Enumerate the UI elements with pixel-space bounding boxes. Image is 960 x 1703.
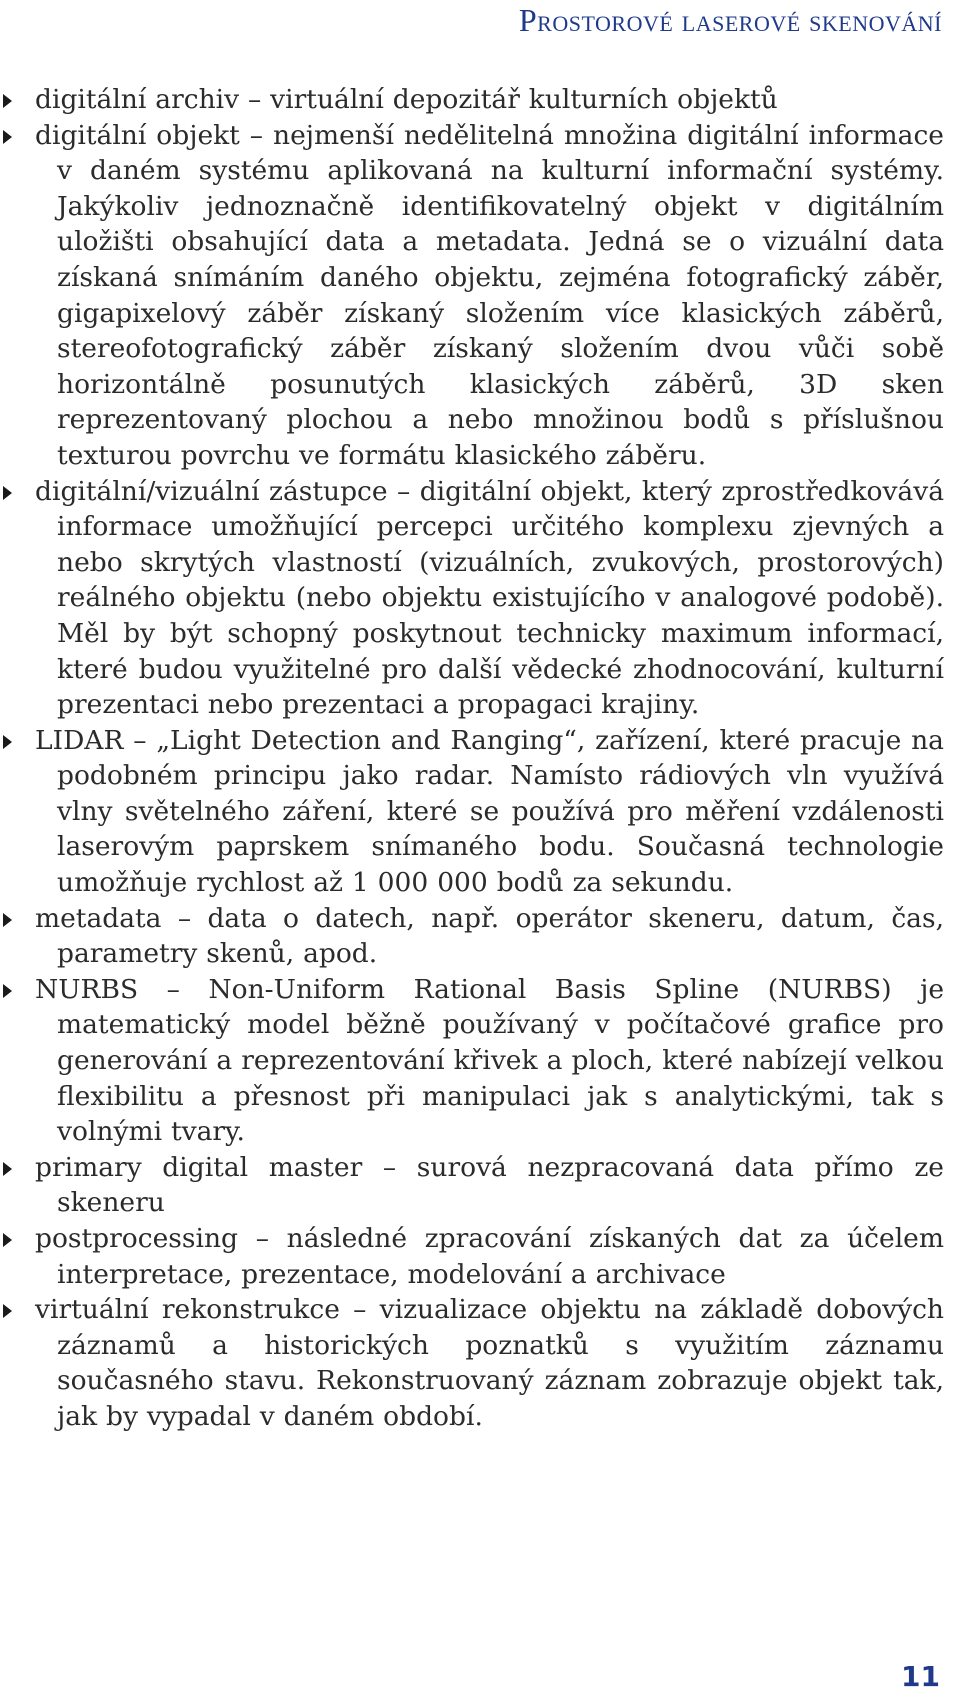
triangle-bullet-icon: [3, 1233, 12, 1247]
glossary-entry-text: postprocessing – následné zpracování získaných dat za účelem interpretace, prezentace, modelování a archivace: [35, 1223, 944, 1290]
triangle-bullet-icon: [3, 130, 12, 144]
glossary-entry-text: digitální objekt – nejmenší nedělitelná množina digitální informace v daném systému aplikovaná na kulturní informační systémy. Jakýkoliv jednoznačně identifikovatelný objekt v digitálním uložišti obsahující data a metadata. Jedná se o vizuální data získaná snímáním daného objektu, zejména fotografický záběr, gigapixelový záběr získaný složením více klasických záběrů, stereofotografický záběr získaný složením dvou vůči sobě horizontálně posunutých klasických záběrů, 3D sken reprezentovaný plochou a nebo množinou bodů s příslušnou texturou povrchu ve formátu klasického záběru.: [35, 119, 944, 471]
glossary-entry-text: NURBS – Non-Uniform Rational Basis Spline (NURBS) je matematický model běžně používaný v počítačové grafice pro generování a reprezentování křivek a ploch, které nabízejí velkou flexibilitu a přesnost při manipulaci jak s analytickými, tak s volnými tvary.: [35, 973, 944, 1148]
glossary-entry: [0, 82, 944, 118]
glossary-entry: [0, 1150, 944, 1221]
glossary-list: [0, 82, 944, 1435]
page-number: 11: [901, 1660, 940, 1693]
glossary-entry: [0, 1292, 944, 1434]
triangle-bullet-icon: [3, 486, 12, 500]
glossary-entry-text: primary digital master – surová nezpracovaná data přímo ze skeneru: [35, 1151, 944, 1219]
glossary-entry-text: virtuální rekonstrukce – vizualizace objektu na základě dobových záznamů a historických poznatků s využitím záznamu současného stavu. Rekonstruovaný záznam zobrazuje objekt tak, jak by vypadal v daném období.: [35, 1294, 944, 1432]
glossary-entry-text: digitální archiv – virtuální depozitář kulturních objektů: [35, 84, 778, 115]
glossary-entry: [0, 1221, 944, 1292]
glossary-entry-text: LIDAR – „Light Detection and Ranging“, zařízení, které pracuje na podobném principu jako radar. Namísto rádiových vln využívá vlny světelného záření, které se používá pro měření vzdálenosti laserovým paprskem snímaného bodu. Současná technologie umožňuje rychlost až 1 000 000 bodů za sekundu.: [35, 724, 944, 899]
running-header-title: Prostorové laserové skenování: [518, 2, 942, 38]
triangle-bullet-icon: [3, 94, 12, 108]
triangle-bullet-icon: [3, 1304, 12, 1318]
glossary-entry: [0, 901, 944, 972]
glossary-entry: [0, 118, 944, 474]
glossary-entry: [0, 474, 944, 723]
glossary-entry-text: metadata – data o datech, např. operátor skeneru, datum, čas, parametry skenů, apod.: [35, 902, 944, 970]
glossary-entry-text: digitální/vizuální zástupce – digitální objekt, který zprostředkovává informace umožňující percepci určitého komplexu zjevných a nebo skrytých vlastností (vizuálních, zvukových, prostorových) reálného objektu (nebo objektu existujícího v analogové podobě). Měl by být schopný poskytnout technicky maximum informací, které budou využitelné pro další vědecké zhodnocování, kulturní prezentaci nebo prezentaci a propagaci krajiny.: [35, 475, 944, 721]
glossary-entry: [0, 723, 944, 901]
triangle-bullet-icon: [3, 984, 12, 998]
triangle-bullet-icon: [3, 913, 12, 927]
triangle-bullet-icon: [3, 1162, 12, 1176]
triangle-bullet-icon: [3, 735, 12, 749]
glossary-entry: [0, 972, 944, 1150]
